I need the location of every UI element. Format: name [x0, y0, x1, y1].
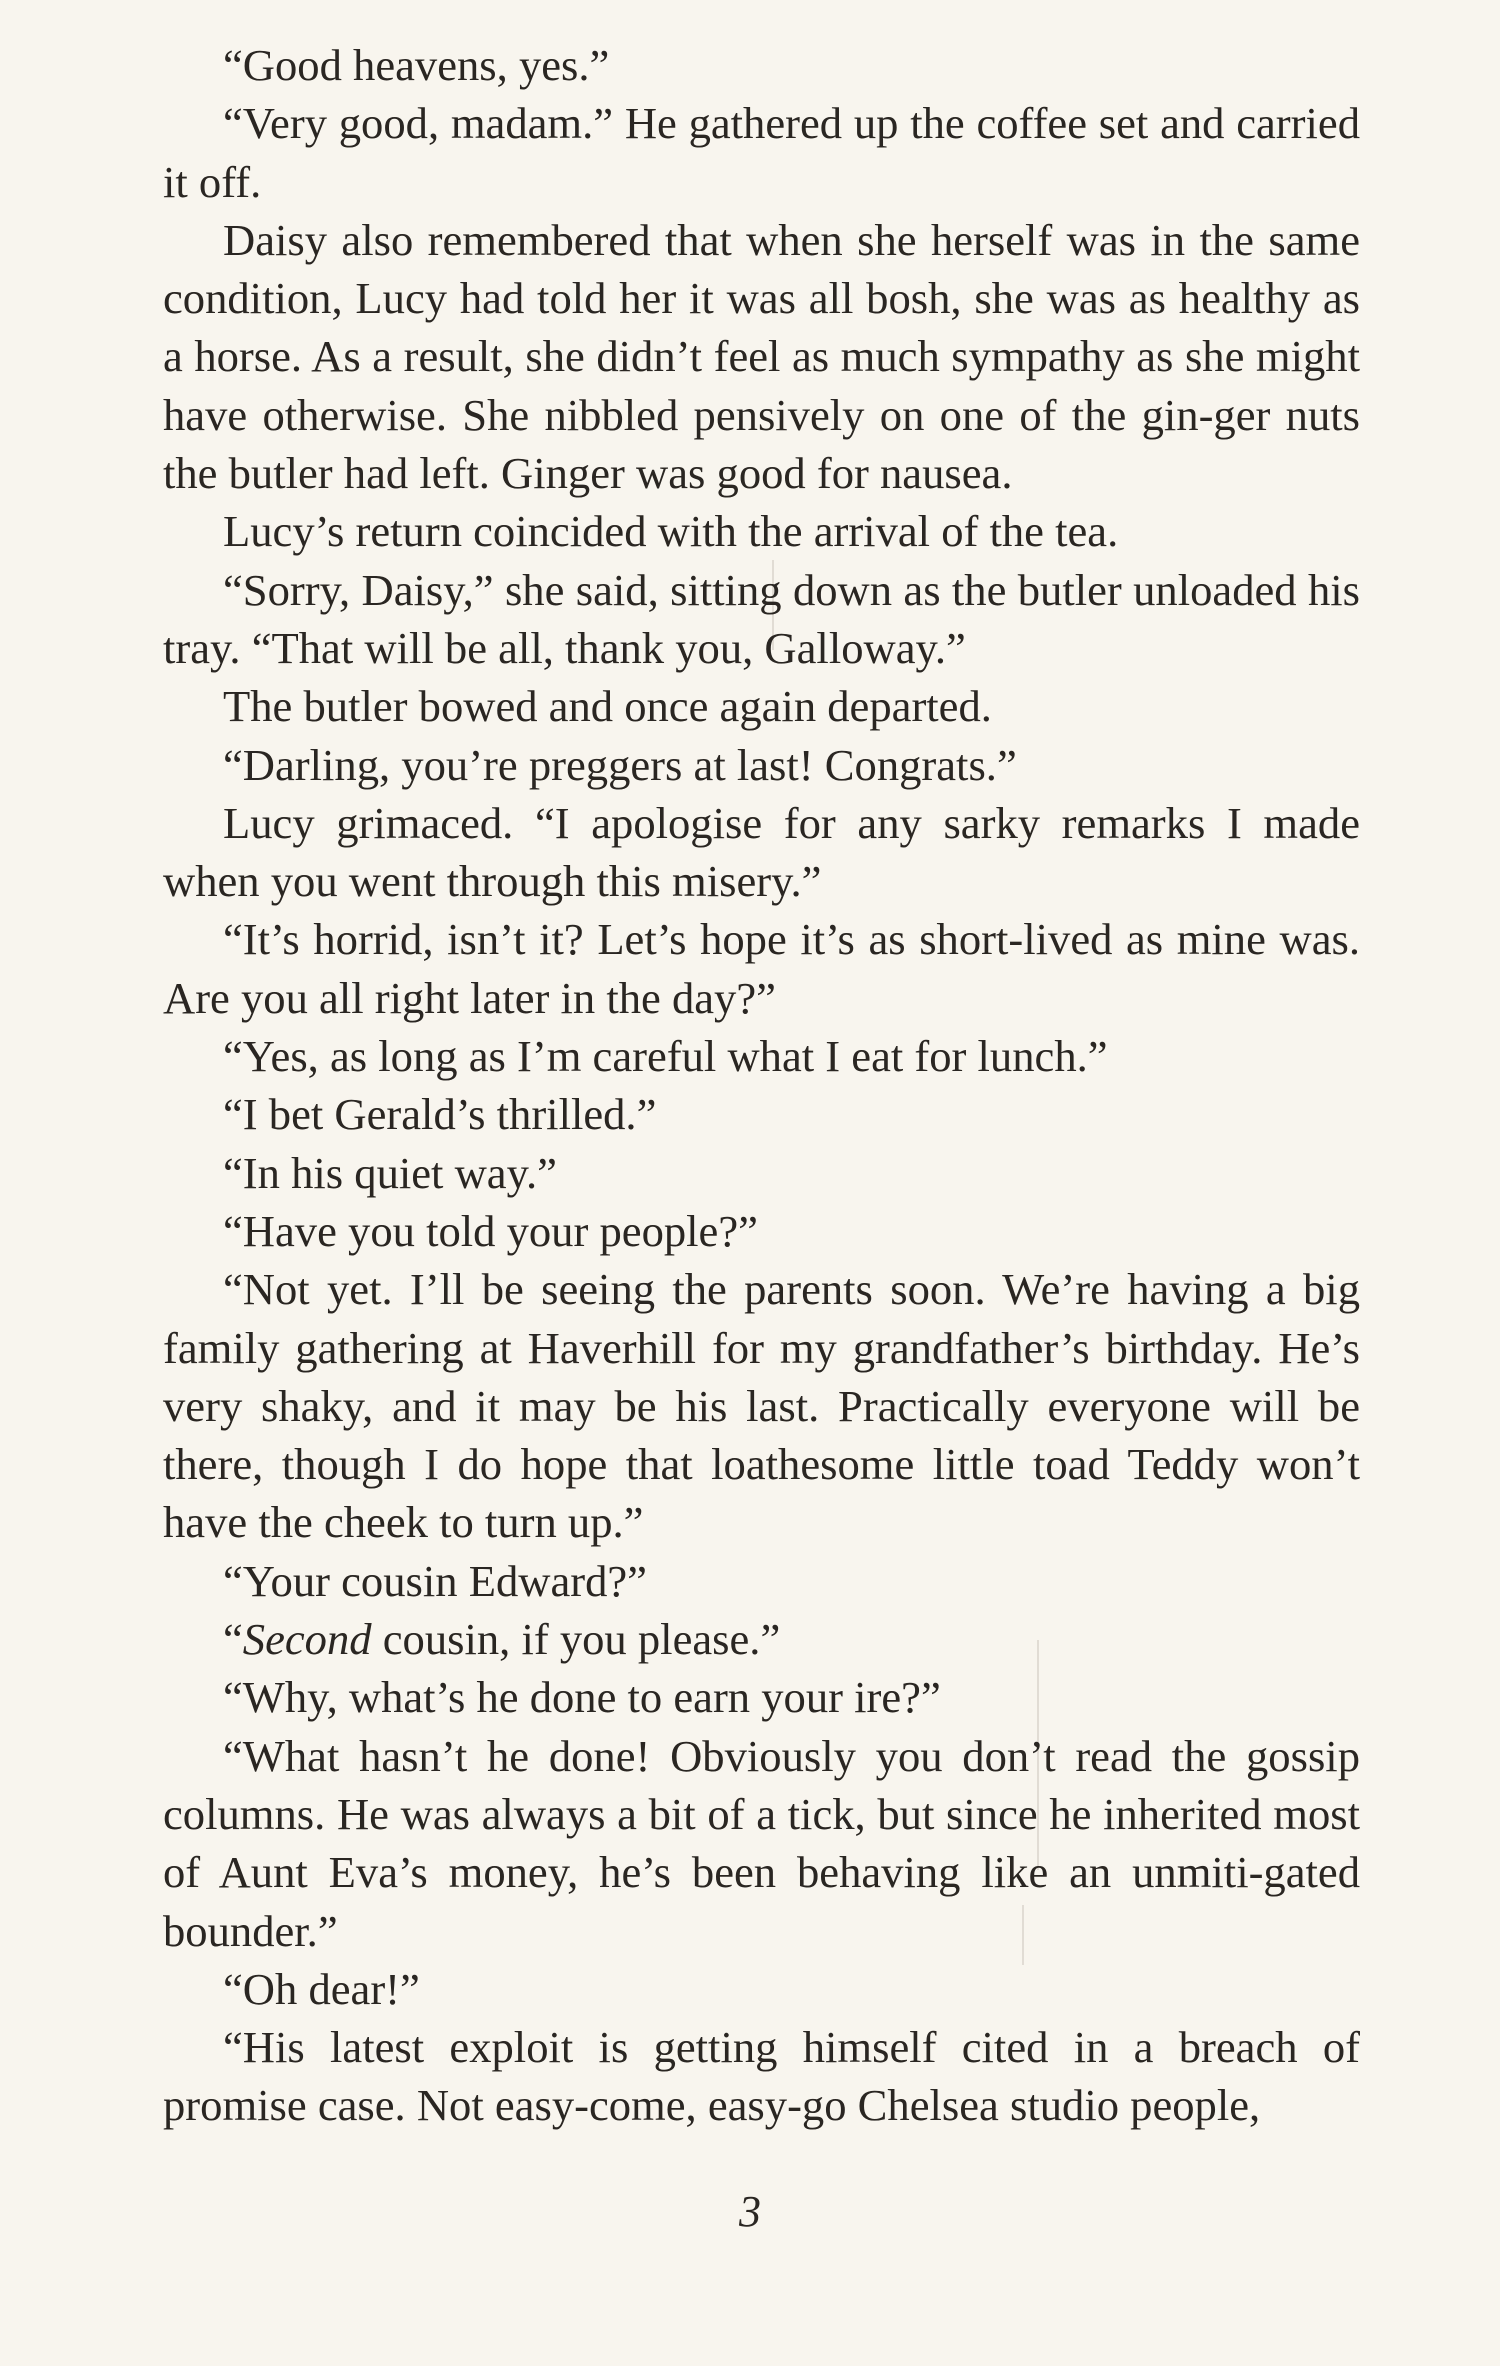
paragraph: “Darling, you’re preggers at last! Congrats.” — [223, 739, 1017, 790]
paragraph: Lucy grimaced. “I apologise for any sarky remarks I made when you went through this misery.” — [163, 797, 1360, 907]
paragraph: “I bet Gerald’s thrilled.” — [223, 1089, 657, 1140]
paragraph: “Second cousin, if you please.” — [223, 1614, 781, 1665]
paragraph: “What hasn’t he done! Obviously you don’t read the gossip columns. He was always a bit of a tick, but since he inherited most of Aunt Eva’s money, he’s been behaving like an unmiti-gated bounder.” — [163, 1730, 1360, 1956]
paragraph: Daisy also remembered that when she herself was in the same condition, Lucy had told her it was all bosh, she was as healthy as a horse. As a result, she didn’t feel as much sympathy as she might have otherwise. She nibbled pensively on one of the gin-ger nuts the butler had left. Ginger was good for nausea. — [163, 214, 1360, 499]
paragraph: “It’s horrid, isn’t it? Let’s hope it’s as short-lived as mine was. Are you all right later in the day?” — [163, 914, 1360, 1023]
paragraph: “Oh dear!” — [223, 1963, 420, 2014]
paragraph: “Have you told your people?” — [223, 1205, 758, 1256]
paragraph: “Very good, madam.” He gathered up the coffee set and carried it off. — [163, 98, 1360, 207]
paragraph: “Good heavens, yes.” — [223, 40, 610, 90]
paragraph: “In his quiet way.” — [223, 1147, 557, 1198]
paragraph: “Sorry, Daisy,” she said, sitting down as the butler unloaded his tray. “That will be all, thank you, Galloway.” — [163, 564, 1360, 673]
page-number: 3 — [739, 2187, 761, 2236]
paragraph: Lucy’s return coincided with the arrival of the tea. — [223, 506, 1119, 557]
paragraph: “His latest exploit is getting himself cited in a breach of promise case. Not easy-come, easy-go Chelsea studio people, — [163, 2022, 1360, 2131]
paragraph: “Your cousin Edward?” — [223, 1555, 647, 1606]
paragraph: “Yes, as long as I’m careful what I eat for lunch.” — [223, 1031, 1108, 1082]
paragraph: “Why, what’s he done to earn your ire?” — [223, 1672, 941, 1723]
paragraph: The butler bowed and once again departed. — [223, 681, 992, 732]
paragraph: “Not yet. I’ll be seeing the parents soon. We’re having a big family gathering at Haverhill for my grandfather’s birthday. He’s very shaky, and it may be his last. Practically everyone will be there, though I do hope that loathesome little toad Teddy won’t have the cheek to turn up.” — [163, 1264, 1360, 1548]
body-text — [163, 36, 1360, 2135]
